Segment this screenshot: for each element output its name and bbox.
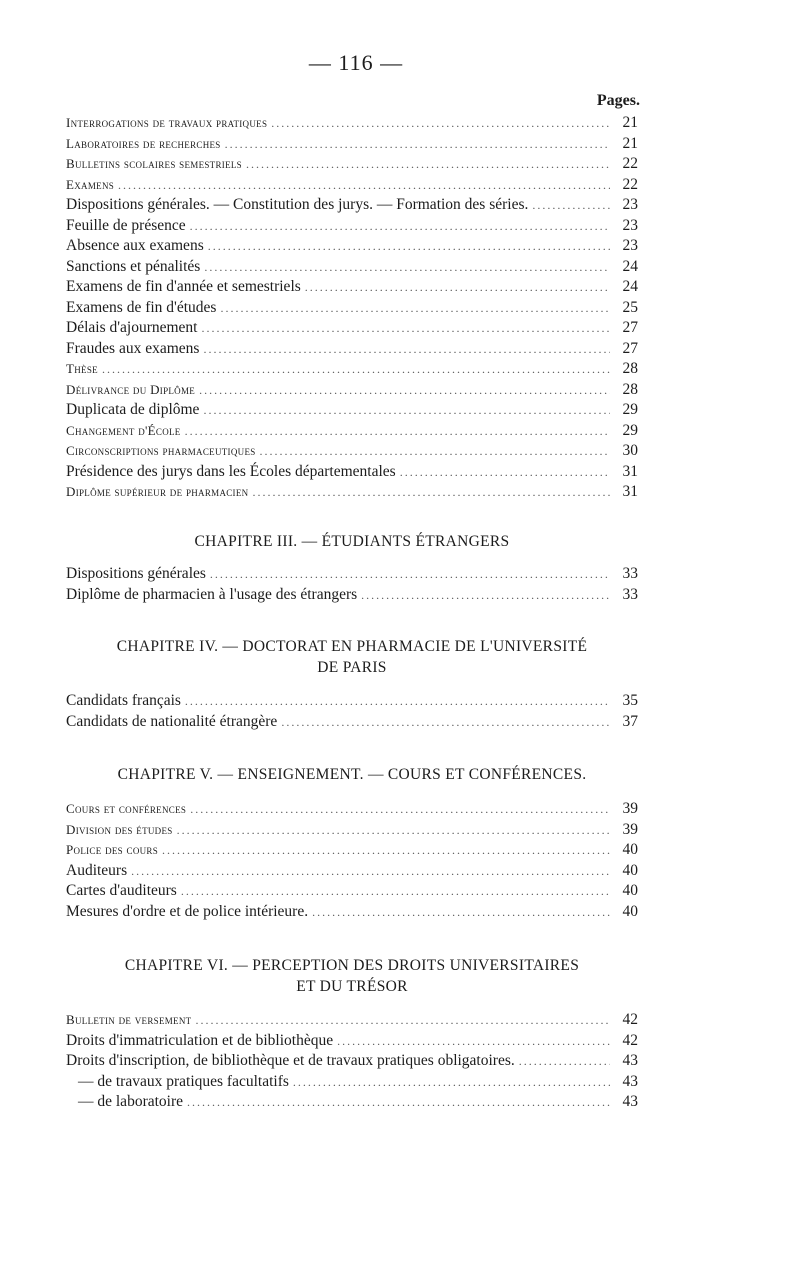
chapter-4-title — [66, 636, 638, 678]
toc-entry — [66, 339, 638, 360]
toc-chapter-6 — [66, 1010, 638, 1113]
toc-entry-page: 40 — [622, 902, 638, 920]
toc-entry-label: Laboratoires de recherches — [66, 135, 221, 151]
toc-entry-page: 27 — [622, 339, 638, 357]
toc-entry — [66, 840, 638, 861]
toc-entry-page: 43 — [622, 1052, 638, 1069]
dot-leader — [293, 1072, 610, 1093]
dot-leader — [252, 482, 610, 503]
chapter-title-line: CHAPITRE IV. — DOCTORAT EN PHARMACIE DE L'UNIVERSITÉ — [116, 638, 588, 655]
dot-leader — [185, 691, 610, 712]
toc-entry — [66, 1072, 638, 1093]
toc-entry — [66, 564, 638, 585]
toc-entry-label: Diplôme de pharmacien à l'usage des étrangers — [66, 585, 358, 603]
dot-leader — [190, 216, 610, 237]
toc-entry-page: 40 — [622, 882, 638, 899]
toc-entry-page: 28 — [622, 380, 638, 398]
toc-entry-label: Absence aux examens — [66, 237, 204, 254]
dot-leader — [162, 840, 610, 861]
toc-chapter-4 — [66, 691, 638, 732]
toc-entry — [66, 861, 638, 882]
toc-entry-label: Interrogations de travaux pratiques — [66, 115, 268, 130]
toc-entry — [66, 154, 638, 175]
chapter-title-line: ET DU TRÉSOR — [296, 978, 408, 995]
toc-entry-page: 22 — [622, 175, 638, 193]
toc-entry — [66, 691, 638, 712]
toc-entry-page: 35 — [622, 692, 638, 709]
toc-entry-page: 23 — [622, 216, 638, 234]
toc-entry-page: 37 — [622, 712, 638, 730]
dot-leader — [271, 113, 610, 134]
dot-leader — [199, 380, 610, 401]
dot-leader — [118, 175, 610, 196]
toc-entry-page: 25 — [622, 298, 638, 316]
dot-leader — [202, 318, 611, 339]
toc-entry-label: Cartes d'auditeurs — [66, 882, 177, 899]
toc-entry-label: Délivrance du Diplôme — [66, 381, 196, 397]
toc-entry-label: Examens — [66, 176, 115, 192]
toc-entry — [66, 482, 638, 503]
dot-leader — [532, 195, 610, 216]
toc-entry — [66, 318, 638, 339]
toc-entry-label: Bulletin de versement — [66, 1012, 192, 1027]
toc-entry-page: 40 — [622, 841, 638, 858]
toc-entry — [66, 799, 638, 820]
toc-entry — [66, 134, 638, 155]
toc-entry — [66, 113, 638, 134]
toc-entry-page: 24 — [622, 257, 638, 275]
toc-entry-page: 31 — [622, 462, 638, 480]
toc-entry-page: 23 — [622, 237, 638, 254]
toc-entry-label: Police des cours — [66, 842, 159, 857]
dot-leader — [208, 236, 610, 257]
dot-leader — [102, 359, 610, 380]
toc-entry-page: 42 — [622, 1011, 638, 1028]
toc-entry-label: Candidats de nationalité étrangère — [66, 712, 278, 730]
toc-entry — [66, 1010, 638, 1031]
dot-leader — [195, 1010, 610, 1031]
toc-entry — [66, 380, 638, 401]
toc-entry — [66, 175, 638, 196]
toc-entry-page: 42 — [622, 1031, 638, 1049]
dot-leader — [361, 585, 610, 606]
toc-entry-page: 27 — [622, 319, 638, 336]
toc-entry-page: 21 — [622, 114, 638, 131]
toc-entry-page: 40 — [622, 861, 638, 879]
toc-entry — [66, 257, 638, 278]
dot-leader — [131, 861, 610, 882]
toc-entry-label: Dispositions générales. — Constitution des jurys. — Formation des séries. — [66, 196, 529, 213]
dot-leader — [210, 564, 610, 585]
toc-entry — [66, 195, 638, 216]
toc-entry — [66, 881, 638, 902]
toc-entry — [66, 1051, 638, 1072]
dot-leader — [177, 820, 610, 841]
dot-leader — [203, 339, 610, 360]
toc-entry-page: 33 — [622, 585, 638, 603]
toc-section-examens — [66, 113, 638, 503]
chapter-3-title — [66, 531, 638, 552]
toc-entry-label: Auditeurs — [66, 861, 128, 879]
toc-entry-label: Droits d'inscription, de bibliothèque et de travaux pratiques obligatoires. — [66, 1052, 515, 1069]
chapter-5-title — [66, 764, 638, 785]
toc-entry-label: Présidence des jurys dans les Écoles départementales — [66, 462, 396, 480]
dot-leader — [204, 257, 610, 278]
toc-entry — [66, 421, 638, 442]
toc-entry-page: 29 — [622, 421, 638, 439]
pages-column-header: Pages. — [596, 92, 640, 109]
toc-entry-page: 39 — [622, 800, 638, 817]
toc-entry — [66, 1031, 638, 1052]
toc-entry-label: Circonscriptions pharmaceutiques — [66, 443, 256, 458]
toc-entry-page: 29 — [622, 401, 638, 418]
page-number: — 116 — — [308, 50, 404, 75]
toc-entry — [66, 359, 638, 380]
chapter-6-title — [66, 955, 638, 997]
toc-entry-label: — de travaux pratiques facultatifs — [78, 1072, 289, 1090]
dot-leader — [203, 400, 610, 421]
toc-entry-label: Cours et conférences — [66, 801, 187, 816]
chapter-title-line: DE PARIS — [317, 659, 387, 676]
toc-entry-label: Candidats français — [66, 692, 181, 709]
dot-leader — [400, 462, 610, 483]
toc-entry-page: 43 — [622, 1093, 638, 1110]
dot-leader — [181, 881, 610, 902]
dot-leader — [190, 799, 610, 820]
dot-leader — [187, 1092, 610, 1113]
toc-entry-label: Duplicata de diplôme — [66, 401, 200, 418]
toc-entry — [66, 712, 638, 733]
chapter-title-line: CHAPITRE VI. — PERCEPTION DES DROITS UNIVERSITAIRES — [124, 957, 580, 974]
toc-entry-label: Sanctions et pénalités — [66, 257, 201, 275]
toc-entry-label: Examens de fin d'études — [66, 298, 217, 316]
toc-entry — [66, 902, 638, 923]
toc-entry-label: Thèse — [66, 361, 98, 376]
dot-leader — [246, 154, 610, 175]
dot-leader — [185, 421, 610, 442]
toc-entry — [66, 1092, 638, 1113]
toc-entry-page: 39 — [622, 820, 638, 838]
dot-leader — [225, 134, 610, 155]
toc-entry-label: — de laboratoire — [78, 1093, 184, 1110]
dot-leader — [312, 902, 610, 923]
toc-entry — [66, 585, 638, 606]
dot-leader — [260, 441, 610, 462]
toc-entry-page: 22 — [622, 155, 638, 172]
toc-entry-label: Dispositions générales — [66, 565, 206, 582]
toc-entry — [66, 277, 638, 298]
toc-entry-page: 43 — [622, 1072, 638, 1090]
toc-entry-page: 21 — [622, 134, 638, 152]
chapter-title-line: CHAPITRE V. — ENSEIGNEMENT. — COURS ET CONFÉRENCES. — [117, 766, 587, 783]
dot-leader — [220, 298, 610, 319]
dot-leader — [281, 712, 610, 733]
toc-entry-label: Diplôme supérieur de pharmacien — [66, 484, 249, 499]
toc-entry-page: 30 — [622, 442, 638, 459]
toc-entry-label: Examens de fin d'année et semestriels — [66, 278, 301, 295]
toc-entry-label: Bulletins scolaires semestriels — [66, 156, 242, 171]
toc-entry-label: Changement d'École — [66, 422, 181, 438]
toc-entry-label: Division des études — [66, 821, 173, 837]
toc-entry-label: Droits d'immatriculation et de bibliothèque — [66, 1031, 334, 1049]
toc-entry-page: 31 — [622, 483, 638, 500]
toc-entry-page: 28 — [622, 360, 638, 377]
toc-entry — [66, 441, 638, 462]
toc-entry-page: 24 — [622, 278, 638, 295]
chapter-title-line: CHAPITRE III. — ÉTUDIANTS ÉTRANGERS — [194, 533, 510, 550]
toc-entry — [66, 216, 638, 237]
toc-entry-label: Feuille de présence — [66, 216, 186, 234]
toc-entry — [66, 462, 638, 483]
toc-chapter-3 — [66, 564, 638, 605]
toc-entry — [66, 400, 638, 421]
toc-entry-label: Mesures d'ordre et de police intérieure. — [66, 902, 309, 920]
toc-entry-label: Délais d'ajournement — [66, 319, 198, 336]
dot-leader — [337, 1031, 610, 1052]
toc-entry — [66, 236, 638, 257]
dot-leader — [519, 1051, 610, 1072]
toc-entry — [66, 820, 638, 841]
toc-chapter-5 — [66, 799, 638, 922]
toc-entry-page: 23 — [622, 196, 638, 213]
toc-entry-page: 33 — [622, 565, 638, 582]
dot-leader — [305, 277, 610, 298]
toc-entry — [66, 298, 638, 319]
toc-entry-label: Fraudes aux examens — [66, 339, 200, 357]
